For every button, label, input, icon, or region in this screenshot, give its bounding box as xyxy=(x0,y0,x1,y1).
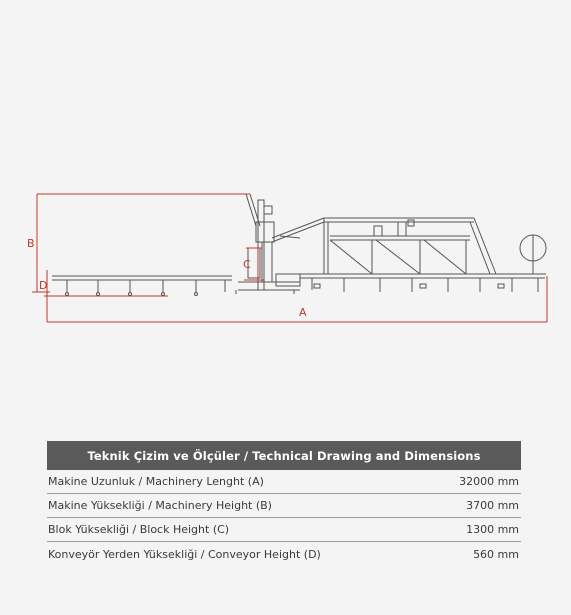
inclined-arm xyxy=(272,218,324,242)
specifications-header: Teknik Çizim ve Ölçüler / Technical Drawing and Dimensions xyxy=(47,441,521,470)
outfeed-frame xyxy=(324,218,496,274)
spec-label: Makine Uzunluk / Machinery Lenght (A) xyxy=(48,475,264,488)
dimension-lines xyxy=(32,194,547,322)
specifications-table xyxy=(47,441,521,566)
dimension-label-a: A xyxy=(299,306,307,319)
infeed-conveyor xyxy=(52,276,232,296)
spec-row-height xyxy=(47,494,521,518)
spec-row-block-height xyxy=(47,518,521,542)
outfeed-conveyor xyxy=(300,274,545,292)
wire-reel xyxy=(520,235,546,274)
spec-label: Makine Yüksekliği / Machinery Height (B) xyxy=(48,499,272,512)
spec-label: Konveyör Yerden Yüksekliği / Conveyor Height (D) xyxy=(48,547,321,561)
spec-value: 1300 mm xyxy=(466,523,519,536)
spec-label: Blok Yüksekliği / Block Height (C) xyxy=(48,523,230,536)
cutting-column xyxy=(236,194,300,294)
spec-value: 32000 mm xyxy=(459,475,519,488)
dimension-label-b: B xyxy=(27,237,35,250)
spec-row-length xyxy=(47,470,521,494)
spec-value: 560 mm xyxy=(473,547,519,561)
spec-row-conveyor-height xyxy=(47,542,521,566)
spec-value: 3700 mm xyxy=(466,499,519,512)
dimension-label-d: D xyxy=(39,279,48,292)
dimension-label-c: C xyxy=(243,258,251,271)
